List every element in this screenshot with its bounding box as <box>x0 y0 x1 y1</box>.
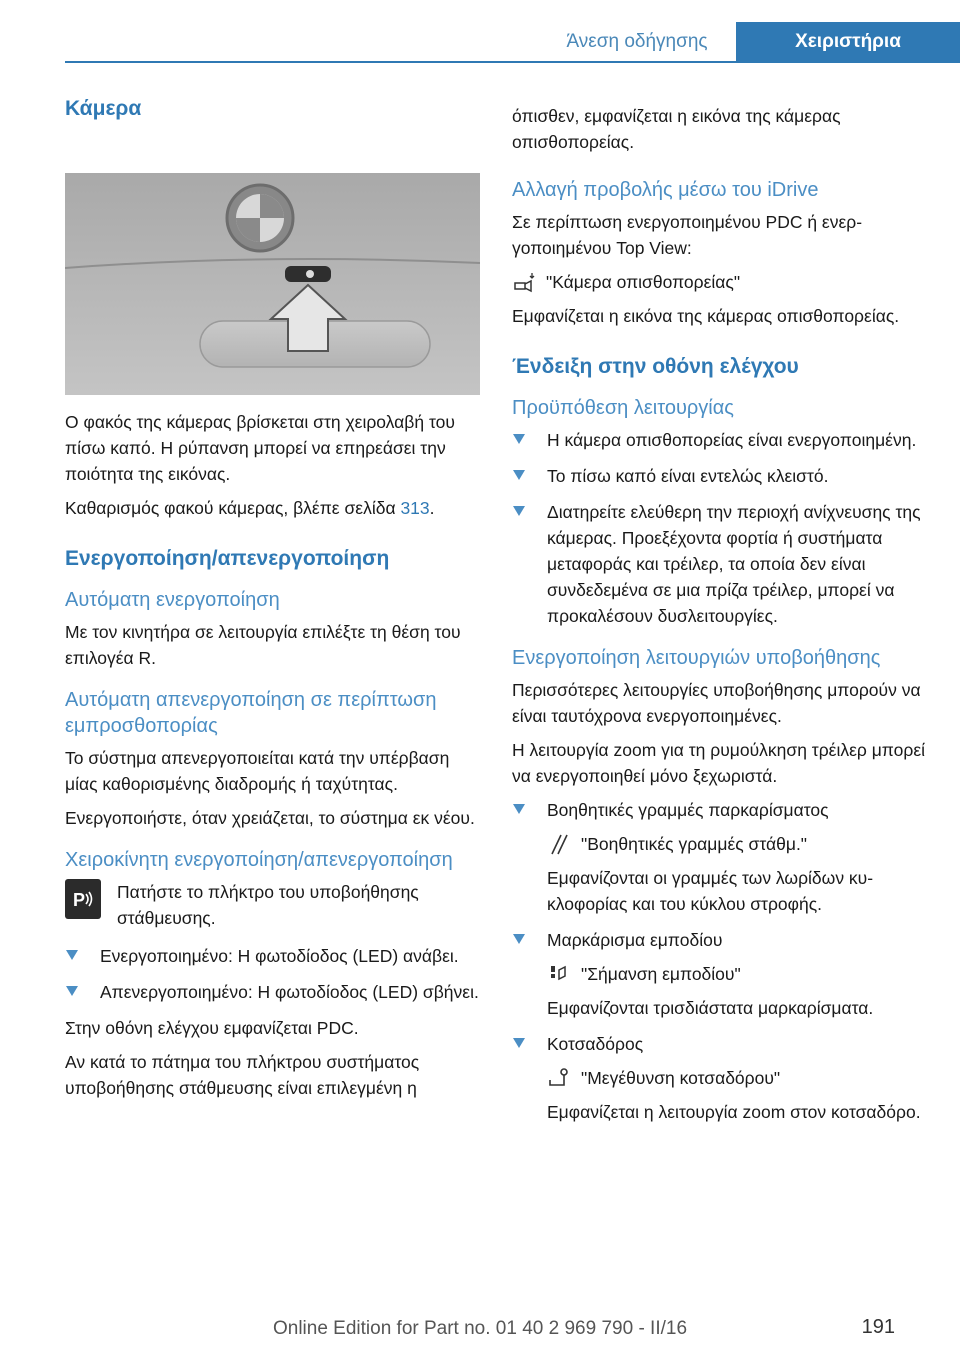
park-assist-button-icon <box>65 879 101 919</box>
list-item-text: Διατηρείτε ελεύθερη την περιοχή ανίχνευσης της κάμερας. Προεξέχοντα φορτία ή συστήματα μεταφοράς και τρέιλερ, τα οποία δεν είναι συνδεδεμένα σε μια πρίζα τρέιλερ, μπορεί να προκαλέσουν δυσλειτουργίες. <box>547 502 921 626</box>
heading-manual: Χειροκίνητη ενεργοποίηση/απενεργοποίηση <box>65 849 453 871</box>
list-item <box>512 499 927 629</box>
list-item <box>65 979 480 1005</box>
assist-item-label: Κοτσαδόρος <box>547 1034 644 1054</box>
bullet-triangle-icon <box>513 934 525 944</box>
bullet-triangle-icon <box>513 434 525 444</box>
list-item-text: Ενεργοποιημένο: Η φωτοδίοδος (LED) ανάβει. <box>100 946 459 966</box>
heading-display: Ένδειξη στην οθόνη ελέγχου <box>512 355 799 378</box>
heading-auto-off: Αυτόματη απενεργοποίηση σε περίπτωση εμπροσθοπορίας <box>65 689 437 737</box>
footer-edition: Online Edition for Part no. 01 40 2 969 790 - II/16 <box>272 1318 688 1339</box>
prerequisite-list <box>512 427 927 629</box>
svg-text:P: P <box>73 890 86 910</box>
list-item <box>512 427 927 453</box>
header-rule <box>65 61 960 63</box>
assist-menu-text: "Μεγέθυνση κοτσαδόρου" <box>581 1068 781 1088</box>
heading-on-off: Ενεργοποίηση/απενεργοποίηση <box>65 547 390 570</box>
list-item <box>512 797 927 917</box>
bullet-triangle-icon <box>513 804 525 814</box>
list-item <box>512 463 927 489</box>
tab-comfort[interactable]: Άνεση οδήγησης <box>566 31 708 52</box>
assist-menu-line <box>547 831 927 857</box>
camera-cleaning-prefix: Καθαρισμός φακού κάμερας, βλέπε σελίδα <box>65 498 401 518</box>
assist-menu-text: "Βοηθητικές γραμμές στάθμ." <box>581 834 808 854</box>
list-item-text: Το πίσω καπό είναι εντελώς κλειστό. <box>547 466 829 486</box>
heading-prerequisite: Προϋπόθεση λειτουργίας <box>512 397 734 419</box>
idrive-text: Σε περίπτωση ενεργοποιημένου PDC ή ενεργοποιημένου Top View: <box>512 212 863 258</box>
idrive-menu-text: "Κάμερα οπισθοπορείας" <box>546 272 741 292</box>
left-column <box>65 95 480 1109</box>
obstacle-icon <box>547 962 571 986</box>
manual-instruction <box>65 879 480 931</box>
idrive-menu-line <box>512 269 927 295</box>
page-link-313[interactable]: 313 <box>400 498 430 518</box>
bullet-triangle-icon <box>513 506 525 516</box>
list-item <box>65 943 480 969</box>
camera-cleaning-end: . <box>429 498 435 518</box>
assist-item-desc: Εμφανίζεται η λειτουργία zoom στον κοτσαδόρο. <box>547 1102 921 1122</box>
assist-menu-line <box>547 961 927 987</box>
page-number: 191 <box>861 1316 895 1338</box>
bullet-triangle-icon <box>66 986 78 996</box>
assist-item-desc: Εμφανίζονται τρισδιάστατα μαρκαρίσματα. <box>547 998 874 1018</box>
rear-camera-icon <box>512 270 536 294</box>
idrive-result-text: Εμφανίζεται η εικόνα της κάμερας οπισθοπορείας. <box>512 306 900 326</box>
heading-auto-on: Αυτόματη ενεργοποίηση <box>65 589 280 611</box>
list-item <box>512 1031 927 1125</box>
heading-idrive: Αλλαγή προβολής μέσω του iDrive <box>512 179 819 201</box>
left-last-text: Αν κατά το πάτημα του πλήκτρου συστήματος υποβοήθησης στάθμευσης είναι επιλεγμένη η <box>65 1052 420 1098</box>
assist-text-1: Περισσότερες λειτουργίες υποβοήθησης μπορούν να είναι ταυτόχρονα ενεργοποιημένες. <box>512 680 921 726</box>
assist-item-desc: Εμφανίζονται οι γραμμές των λωρίδων κυκλοφορίας και του κύκλου στροφής. <box>547 868 874 914</box>
parking-lines-icon <box>547 832 571 856</box>
camera-location-text: Ο φακός της κάμερας βρίσκεται στη χειρολαβή του πίσω καπό. Η ρύπανση μπορεί να επηρεάσει την ποιότητα της εικόνας. <box>65 412 455 484</box>
auto-on-text: Με τον κινητήρα σε λειτουργία επιλέξτε τη θέση του επιλογέα R. <box>65 622 461 668</box>
assist-item-label: Μαρκάρισμα εμποδίου <box>547 930 723 950</box>
pdc-text: Στην οθόνη ελέγχου εμφανίζεται PDC. <box>65 1018 359 1038</box>
right-column <box>512 103 927 1135</box>
assist-text-2: Η λειτουργία zoom για τη ρυμούλκηση τρέιλερ μπορεί να ενεργοποιηθεί μόνο ξεχωριστά. <box>512 740 926 786</box>
auto-off-text-2: Ενεργοποιήστε, όταν χρειάζεται, το σύστημα εκ νέου. <box>65 808 475 828</box>
rear-camera-photo <box>65 173 480 395</box>
assist-item-label: Βοηθητικές γραμμές παρκαρίσματος <box>547 800 829 820</box>
heading-assist: Ενεργοποίηση λειτουργιών υποβοήθησης <box>512 647 881 669</box>
tow-hitch-icon <box>547 1066 571 1090</box>
list-item-text: Απενεργοποιημένο: Η φωτοδίοδος (LED) σβήνει. <box>100 982 479 1002</box>
bullet-triangle-icon <box>513 470 525 480</box>
assist-list <box>512 797 927 1125</box>
auto-off-text-1: Το σύστημα απενεργοποιείται κατά την υπέρβαση μίας καθορισμένης διαδρομής ή ταχύτητας. <box>65 748 450 794</box>
assist-menu-line <box>547 1065 927 1091</box>
tab-controls[interactable]: Χειριστήρια <box>736 22 960 62</box>
camera-cleaning-text <box>65 495 480 521</box>
bullet-triangle-icon <box>513 1038 525 1048</box>
header-tabs <box>538 22 960 62</box>
led-status-list <box>65 943 480 1005</box>
bullet-triangle-icon <box>66 950 78 960</box>
list-item-text: Η κάμερα οπισθοπορείας είναι ενεργοποιημένη. <box>547 430 917 450</box>
continued-text: όπισθεν, εμφανίζεται η εικόνα της κάμερας οπισθοπορείας. <box>512 106 841 152</box>
assist-menu-text: "Σήμανση εμποδίου" <box>581 964 741 984</box>
manual-instruction-text: Πατήστε το πλήκτρο του υποβοήθησης στάθμευσης. <box>117 882 419 928</box>
section-title-camera: Κάμερα <box>65 97 142 120</box>
list-item <box>512 927 927 1021</box>
